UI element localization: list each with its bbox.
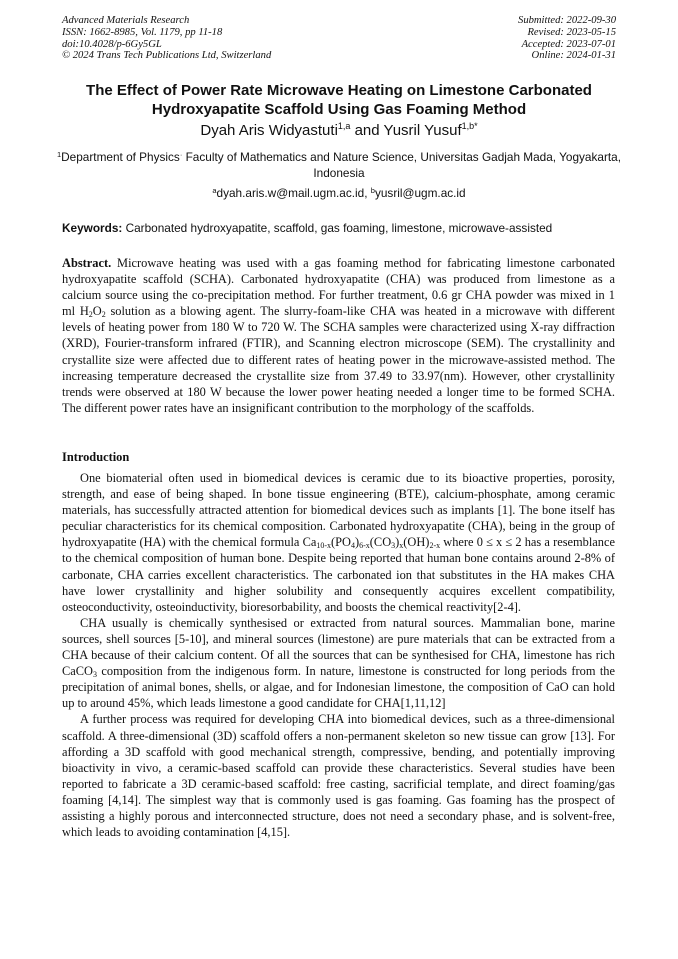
publication-dates — [416, 15, 616, 62]
abstract-text-2: O — [92, 304, 102, 319]
title-line-2: Hydroxyapatite Scaffold Using Gas Foaming Method — [151, 101, 527, 118]
keywords — [62, 220, 622, 236]
intro-paragraph-1 — [62, 470, 615, 615]
journal-doi: doi:10.4028/p-6Gy5GL — [62, 38, 162, 50]
intro-p2-text-b: composition from the indigenous form. In nature, limestone is constructed for long periods from the precipitation of animal bones, shells, or algae, and for Indonesian limestone, the composition of CaO can hold up to around 45%, which leads limestone a good candidate for CHA[1,11,12] — [62, 664, 615, 711]
intro-p2-text-a: CHA usually is chemically synthesised or extracted from natural sources. Mammalian bone, marine sources, shell sources [5-10], and mineral sources (limestone) are pure materials that can be extracted from a CHA because of their calcium content. Of all the sources that can be synthesised for CHA, limestone has rich CaCO — [62, 615, 615, 679]
email-a-marker: a — [212, 186, 217, 195]
intro-p1-text-g: where 0 ≤ x ≤ 2 has a resemblance to the chemical composition of human bone. Despite being reported that human bone contains around 2-8% of carbonate, CHA carries excellent characteristics. The carbonated ion that substitutes in the HA makes CHA have lower crystallinity and higher solubility and consequently acquires excellent compatibility, osteoconductivity, osteoinductivity, bioresorbability, and boosts the chemical reactivity[2-4]. — [62, 535, 615, 614]
date-revised: Revised: 2023-05-15 — [527, 26, 616, 38]
intro-paragraph-3: A further process was required for developing CHA into biomedical devices, such as a three-dimensional scaffold. A three-dimensional (3D) scaffold offers a non-permanent skeleton so new tissue can grow [13]. For affording a 3D scaffold with good mechanical strength, compressive, bending, and potentially improving bioactivity in vivo, a ceramic-based scaffold can provide these characteristics. Several studies have been reported to fabricate a 3D ceramic-based scaffold: free casting, sacrificial template, and direct foaming/gas foaming [4,14]. The simplest way that is commonly used is gas foaming. Gas foaming has the prospect of assisting a highly porous and interconnected structure, does not need a secondary phase, and is solvent-free, which leads to avoiding contamination [4,15]. — [62, 712, 615, 840]
intro-p1-sub-6: 2-x — [429, 541, 441, 551]
author-and: and — [350, 122, 384, 139]
author-list — [40, 122, 638, 140]
date-submitted: Submitted: 2022-09-30 — [518, 15, 616, 26]
email-b[interactable]: yusril@ugm.ac.id — [374, 186, 466, 200]
abstract-label: Abstract. — [62, 256, 112, 270]
journal-info — [62, 15, 342, 62]
intro-p1-sub-5: x — [399, 541, 404, 551]
author-2: Yusril Yusuf — [383, 122, 462, 139]
abstract — [62, 255, 615, 416]
section-heading-introduction: Introduction — [62, 450, 130, 464]
intro-p1-sub-3: 6-x — [359, 541, 370, 551]
abstract-sub-2: 2 — [101, 310, 106, 320]
journal-copyright: © 2024 Trans Tech Publications Ltd, Switzerland — [62, 50, 272, 62]
affiliation-marker: 1 — [56, 150, 62, 159]
introduction-body — [62, 470, 615, 840]
author-2-marker: 1,b* — [461, 121, 478, 131]
intro-p1-text-b: (PO — [331, 535, 351, 550]
date-accepted: Accepted: 2023-07-01 — [521, 38, 616, 50]
intro-p1-text-e: ) — [395, 535, 400, 550]
author-emails — [40, 185, 638, 201]
intro-p1-text-d: (CO — [369, 535, 392, 550]
affiliation-department: Department of Physics — [61, 150, 180, 164]
journal-name: Advanced Materials Research — [62, 15, 190, 26]
intro-paragraph-2 — [62, 615, 615, 712]
affiliation-separator: · — [179, 150, 183, 159]
affiliation — [50, 149, 628, 181]
keywords-text: Carbonated hydroxyapatite, scaffold, gas foaming, limestone, microwave-assisted — [122, 221, 553, 235]
keywords-label: Keywords: — [62, 221, 123, 235]
author-1-marker: 1,a — [337, 121, 351, 131]
date-online: Online: 2024-01-31 — [531, 50, 616, 62]
paper-title — [40, 81, 638, 119]
journal-issn: ISSN: 1662-8985, Vol. 1179, pp 11-18 — [62, 26, 223, 38]
email-separator: , — [364, 186, 371, 200]
intro-p1-text-a: One biomaterial often used in biomedical devices is ceramic due to its bioactive properties, porosity, strength, and ease of being shaped. In bone tissue engineering (BTE), calcium-phosphate, among ceramic materials, has successfully attracted attention for biomedical devices such as implants [1]. The bone itself has peculiar characteristics for its chemical composition. Carbonated hydroxyapatite (CHA), being in the group of hydroxyapatite (HA) with the chemical formula Ca — [62, 471, 615, 550]
email-b-marker: b — [370, 186, 375, 195]
intro-p1-sub-1: 10-x — [316, 541, 332, 551]
intro-p2-sub-1: 3 — [92, 670, 97, 680]
abstract-text-1: Microwave heating was used with a gas foaming method for fabricating limestone carbonated hydroxyapatite scaffold (SCHA). Carbonated hydroxyapatite (CHA) was produced from limestone as a calcium source using the co-precipitation method. For further treatment, 0.6 gr CHA powder was mixed in 1 ml H — [62, 256, 615, 319]
intro-p1-text-c: ) — [354, 535, 360, 550]
email-a[interactable]: dyah.aris.w@mail.ugm.ac.id — [216, 186, 365, 200]
title-line-1: The Effect of Power Rate Microwave Heating on Limestone Carbonated — [86, 82, 592, 99]
abstract-text-3: solution as a blowing agent. The slurry-foam-like CHA was heated in a microwave with different levels of heating power from 180 W to 720 W. The SCHA samples were characterized using X-ray diffraction (XRD), Fourier-transform infrared (FTIR), and Scanning electron microscope (SEM). The crystallinity and crystallite size were affected due to different rates of heating power in the microwave-assisted method. The increasing temperature decreased the crystallite size from 37.49 to 33.97(nm). However, other crystallinity trends were observed at 180 W because the lower power heating needed a longer time to be formed SCHA. The different power rates have an insignificant contribution to the morphology of the scaffolds. — [62, 304, 615, 415]
intro-p1-sub-4: 3 — [391, 541, 396, 551]
intro-p1-sub-2: 4 — [350, 541, 355, 551]
author-1: Dyah Aris Widyastuti — [200, 122, 338, 139]
affiliation-faculty: Faculty of Mathematics and Nature Science, Universitas Gadjah Mada, Yogyakarta, Indonesia — [182, 150, 622, 180]
abstract-sub-1: 2 — [88, 310, 93, 320]
intro-p1-text-f: (OH) — [403, 535, 430, 550]
